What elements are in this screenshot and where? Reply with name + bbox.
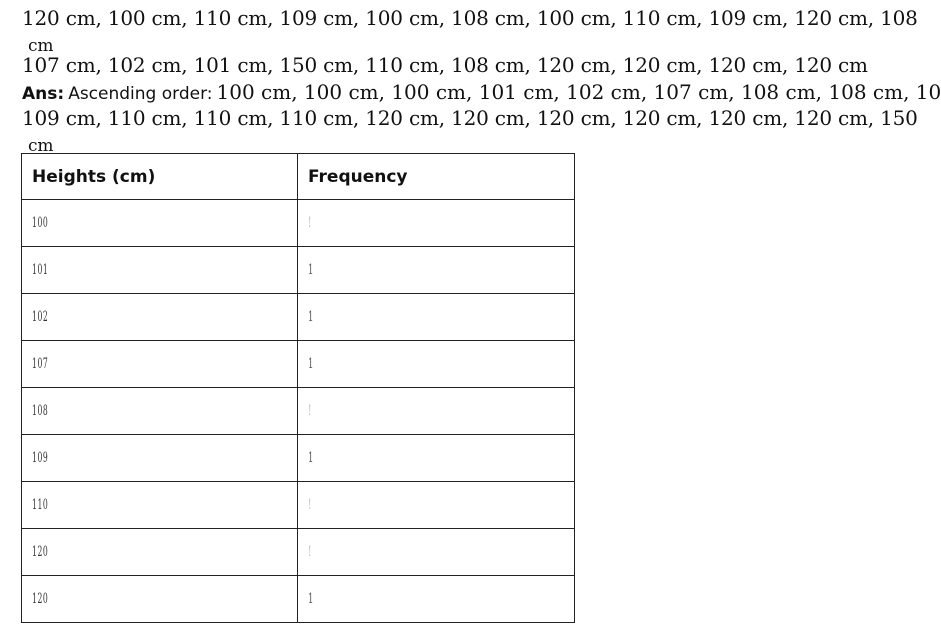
question-line-1-wrap: cm <box>28 36 54 56</box>
height-cell <box>22 388 298 435</box>
table-row <box>22 482 575 529</box>
frequency-table <box>21 153 575 623</box>
table-row <box>22 576 575 623</box>
frequency-cell <box>298 294 575 341</box>
frequency-value: ! <box>308 544 312 560</box>
height-cell <box>22 529 298 576</box>
answer-line-2-wrap: cm <box>28 136 54 156</box>
frequency-value: 1 <box>308 309 314 325</box>
frequency-cell <box>298 529 575 576</box>
height-value: 109 <box>32 450 49 466</box>
frequency-value: 1 <box>308 591 314 607</box>
frequency-value: ! <box>308 215 312 231</box>
frequency-column-header: Frequency <box>298 154 575 200</box>
table-header-row <box>22 154 575 200</box>
height-value: 110 <box>32 497 49 513</box>
height-cell <box>22 200 298 247</box>
answer-label: Ans: <box>22 84 65 104</box>
frequency-cell <box>298 576 575 623</box>
frequency-value: 1 <box>308 262 314 278</box>
height-cell <box>22 482 298 529</box>
frequency-cell <box>298 482 575 529</box>
table-row <box>22 529 575 576</box>
answer-intro: Ascending order: <box>68 84 213 104</box>
frequency-cell <box>298 388 575 435</box>
height-cell <box>22 435 298 482</box>
height-value: 101 <box>32 262 49 278</box>
question-line-2: 107 cm, 102 cm, 101 cm, 150 cm, 110 cm, 108 cm, 120 cm, 120 cm, 120 cm, 120 cm <box>22 53 868 77</box>
table-row <box>22 435 575 482</box>
question-line-1: 120 cm, 100 cm, 110 cm, 109 cm, 100 cm, 108 cm, 100 cm, 110 cm, 109 cm, 120 cm, 108 <box>22 6 918 30</box>
frequency-cell <box>298 200 575 247</box>
height-value: 107 <box>32 356 49 372</box>
height-value: 100 <box>32 215 49 231</box>
height-value: 120 <box>32 544 49 560</box>
frequency-cell <box>298 341 575 388</box>
heights-column-header: Heights (cm) <box>22 154 298 200</box>
answer-values-line-1: 100 cm, 100 cm, 100 cm, 101 cm, 102 cm, 107 cm, 108 cm, 108 cm, 10 <box>216 80 941 104</box>
table-row <box>22 200 575 247</box>
answer-line-2: 109 cm, 110 cm, 110 cm, 110 cm, 120 cm, 120 cm, 120 cm, 120 cm, 120 cm, 120 cm, 150 <box>22 106 918 130</box>
frequency-cell <box>298 435 575 482</box>
frequency-cell <box>298 247 575 294</box>
height-value: 102 <box>32 309 49 325</box>
frequency-value: 1 <box>308 356 314 372</box>
frequency-value: 1 <box>308 450 314 466</box>
height-cell <box>22 294 298 341</box>
table-row <box>22 388 575 435</box>
height-value: 120 <box>32 591 49 607</box>
table-row <box>22 247 575 294</box>
frequency-value: ! <box>308 497 312 513</box>
height-cell <box>22 341 298 388</box>
table-row <box>22 294 575 341</box>
answer-line-1 <box>22 80 941 104</box>
frequency-value: ! <box>308 403 312 419</box>
height-cell <box>22 247 298 294</box>
height-cell <box>22 576 298 623</box>
height-value: 108 <box>32 403 49 419</box>
table-row <box>22 341 575 388</box>
